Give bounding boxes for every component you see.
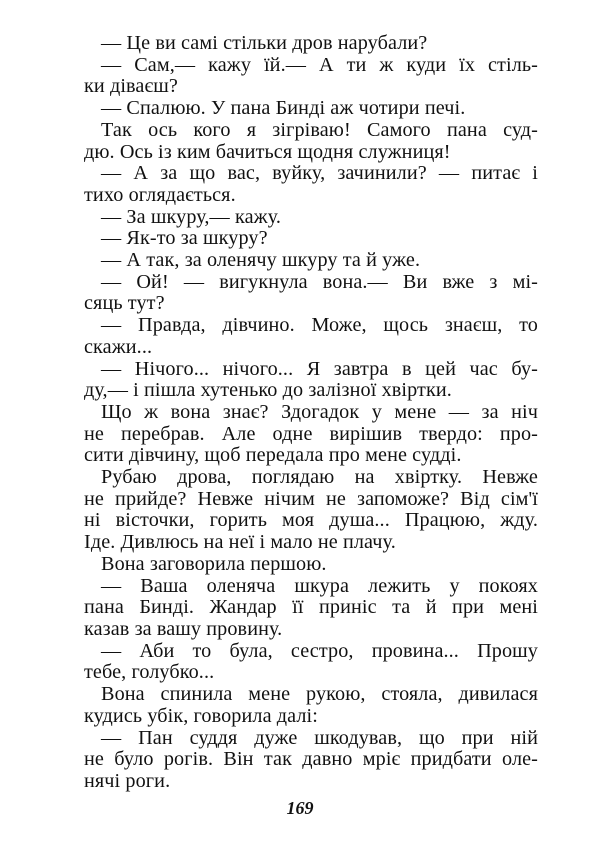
text-line: ду,— і пішла хутенько до залізної хвіртки.: [84, 379, 452, 402]
text-line: сяць тут?: [84, 292, 165, 315]
text-line: тихо оглядається.: [84, 183, 236, 206]
text-line: ки діваєш?: [84, 75, 178, 98]
text-line: сити дівчину, щоб передала про мене судді.: [84, 444, 462, 467]
text-line: ні вісточки, горить моя душа... Працюю, жду.: [84, 509, 538, 532]
text-line: — Як-то за шкуру?: [101, 227, 268, 250]
text-line: скажи...: [84, 335, 153, 358]
text-line: Іде. Дивлюсь на неї і мало не плачу.: [84, 531, 396, 554]
text-line: казав за вашу провину.: [84, 617, 283, 640]
text-line: — Аби то була, сестро, провина... Прошу: [101, 639, 538, 662]
text-line: не прийде? Невже нічим не запоможе? Від сім'ї: [84, 487, 538, 510]
text-line: Вона заговорила першою.: [101, 552, 327, 575]
text-line: Рубаю дрова, поглядаю на хвіртку. Невже: [101, 466, 538, 489]
text-line: — Ваша оленяча шкура лежить у покоях: [101, 574, 538, 597]
text-line: тебе, голубко...: [84, 661, 215, 684]
text-line: — Сам,— кажу їй.— А ти ж куди їх стіль-: [101, 53, 538, 76]
text-line: Так ось кого я зігріваю! Самого пана суд-: [101, 118, 538, 141]
text-line: нячі роги.: [84, 769, 171, 792]
text-line: не було рогів. Він так давно мріє придбати оле-: [84, 748, 538, 771]
page-body-text: [84, 33, 538, 793]
text-line: кудись убік, говорила далі:: [84, 704, 318, 727]
text-line: — Нічого... нічого... Я завтра в цей час бу-: [101, 357, 538, 380]
text-line: — А так, за оленячу шкуру та й уже.: [101, 249, 421, 272]
page-number: 169: [286, 798, 314, 818]
text-line: — Пан суддя дуже шкодував, що при ній: [101, 726, 538, 749]
text-line: — Це ви самі стільки дров нарубали?: [101, 32, 428, 54]
text-line: Вона спинила мене рукою, стояла, дивилася: [101, 683, 538, 706]
text-line: пана Бинді. Жандар її приніс та й при мені: [84, 596, 538, 619]
text-line: — Правда, дівчино. Може, щось знаєш, то: [101, 314, 538, 337]
text-line: — А за що вас, вуйку, зачинили? — питає і: [101, 162, 538, 185]
text-line: Що ж вона знає? Здогадок у мене — за ніч: [101, 400, 538, 423]
text-line: не перебрав. Але одне вирішив твердо: про-: [84, 422, 538, 445]
text-line: — За шкуру,— кажу.: [101, 205, 282, 228]
text-line: — Ой! — вигукнула вона.— Ви вже з мі-: [101, 270, 538, 293]
text-line: — Спалюю. У пана Бинді аж чотири печі.: [101, 97, 466, 120]
text-line: дю. Ось із ким бачиться щодня служниця!: [84, 140, 451, 163]
